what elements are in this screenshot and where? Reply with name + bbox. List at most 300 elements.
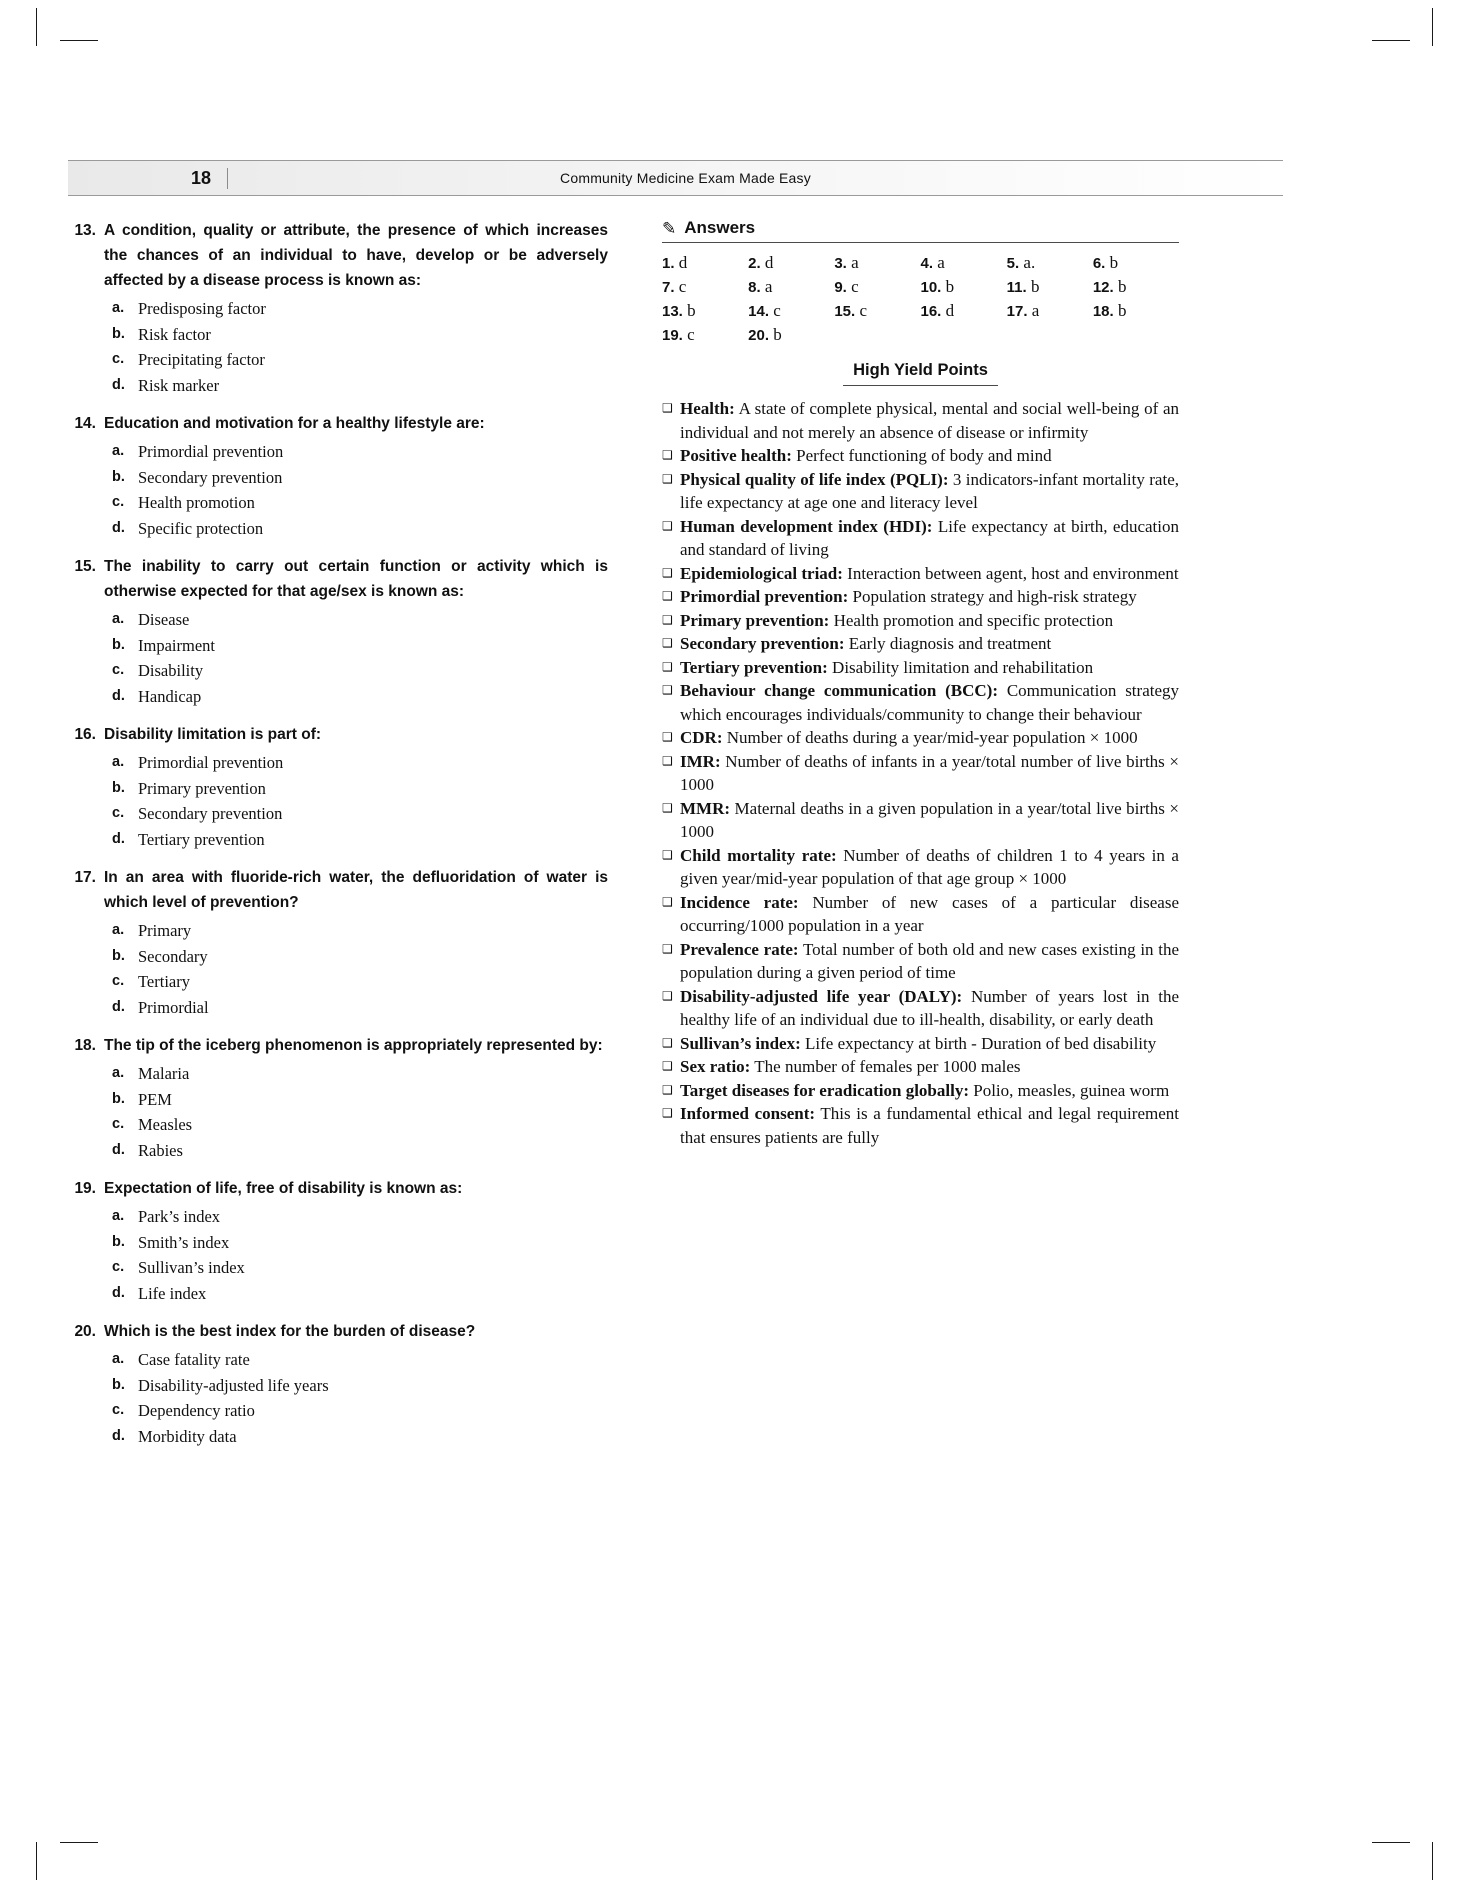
square-bullet-icon: ❑ [662, 589, 673, 603]
high-yield-item [662, 1055, 1179, 1079]
high-yield-item [662, 891, 1179, 938]
answer-letter: b [682, 301, 696, 320]
option-label: c. [112, 973, 125, 989]
answer-cell [1007, 301, 1093, 321]
option-label: a. [112, 754, 125, 770]
high-yield-description: Early diagnosis and treatment [844, 634, 1052, 653]
answer-number: 18. [1092, 303, 1114, 320]
high-yield-text [680, 1055, 1179, 1079]
answer-number: 14. [748, 303, 770, 320]
answer-letter: a [933, 253, 945, 272]
high-yield-description: Population strategy and high-risk strategy [848, 587, 1137, 606]
answer-number: 17. [1006, 303, 1028, 320]
high-yield-text [680, 1079, 1179, 1103]
option-text: Morbidity data [138, 1426, 237, 1446]
high-yield-item [662, 397, 1179, 444]
high-yield-description: Number of deaths of children 1 to 4 years in a given year/mid-year population of that age group × 1000 [680, 845, 1179, 888]
square-bullet-icon: ❑ [662, 988, 673, 1003]
high-yield-description: This is a fundamental ethical and legal requirement that ensures patients are fully [680, 1104, 1179, 1147]
high-yield-description: Number of years lost in the healthy life of an individual due to ill-health, disability, or early death [680, 986, 1179, 1029]
option-list [112, 1347, 608, 1449]
high-yield-description: The number of females per 1000 males [750, 1057, 1021, 1076]
option-list [112, 1204, 608, 1306]
answer-number: 15. [834, 303, 856, 320]
high-yield-description: Maternal deaths in a given population in a year/total live births × 1000 [680, 798, 1179, 841]
high-yield-description: Number of deaths of infants in a year/total number of live births × 1000 [680, 751, 1179, 794]
square-bullet-icon: ❑ [662, 1059, 673, 1073]
square-bullet-icon: ❑ [662, 683, 673, 697]
answer-number: 10. [920, 279, 942, 296]
option-text: Disability-adjusted life years [138, 1375, 329, 1395]
page-content [68, 160, 1283, 1449]
question-text: In an area with fluoride-rich water, the defluoridation of water is which level of prevention? [104, 869, 608, 911]
option-label: c. [112, 805, 125, 821]
crop-mark-bottom-left-h [60, 1842, 98, 1843]
answer-number: 13. [662, 303, 683, 320]
option-item[interactable] [112, 347, 608, 373]
answer-key-grid [662, 253, 1179, 345]
high-yield-item [662, 797, 1179, 844]
option-item[interactable] [112, 633, 608, 659]
high-yield-description: Disability limitation and rehabilitation [827, 657, 1094, 677]
option-item[interactable] [112, 1347, 608, 1373]
page-number: 18 [68, 168, 228, 189]
answer-letter: b [1105, 253, 1119, 272]
option-text: Primordial prevention [138, 442, 284, 461]
high-yield-term: Behaviour change communication (BCC): [680, 681, 998, 700]
question-block [68, 1033, 608, 1058]
high-yield-text [680, 444, 1179, 468]
answer-cell [748, 253, 834, 273]
pointer-icon: ✎ [662, 218, 677, 238]
option-text: Sullivan’s index [138, 1258, 245, 1277]
option-item[interactable] [112, 1255, 608, 1281]
answers-header [662, 218, 1179, 243]
option-item[interactable] [112, 490, 608, 516]
question-block [68, 865, 608, 915]
option-label: a. [112, 922, 125, 938]
option-text: Tertiary prevention [138, 829, 265, 849]
answer-letter: c [769, 301, 781, 320]
option-item[interactable] [112, 516, 608, 542]
option-item[interactable] [112, 1087, 608, 1113]
option-item[interactable] [112, 296, 608, 322]
question-text: Education and motivation for a healthy lifestyle are: [104, 415, 485, 432]
answer-number: 8. [748, 279, 761, 296]
answer-letter: c [682, 325, 695, 344]
crop-mark-top-left-v [36, 8, 37, 46]
option-label: b. [112, 1090, 125, 1107]
high-yield-term: Child mortality rate: [680, 845, 837, 865]
option-text: PEM [138, 1089, 172, 1109]
high-yield-text [680, 938, 1179, 985]
question-number: 14. [74, 415, 96, 432]
option-label: c. [112, 1116, 125, 1132]
answer-number: 6. [1092, 255, 1106, 272]
option-text: Malaria [138, 1064, 190, 1083]
high-yield-term: Tertiary prevention: [680, 657, 828, 677]
answer-letter: d [760, 253, 774, 272]
crop-mark-bottom-right-h [1372, 1842, 1410, 1843]
question-text: A condition, quality or attribute, the presence of which increases the chances of an individual to have, develop or be adversely affected by a disease process is known as: [104, 222, 608, 289]
answer-letter: c [846, 277, 859, 296]
answer-number: 7. [662, 279, 675, 296]
option-text: Primordial prevention [138, 753, 284, 772]
option-item[interactable] [112, 1373, 608, 1399]
option-text: Secondary prevention [138, 467, 283, 487]
high-yield-text [680, 609, 1179, 633]
high-yield-text [680, 515, 1179, 562]
answer-letter: d [674, 253, 688, 272]
answer-letter: a [846, 253, 859, 272]
option-list [112, 296, 608, 398]
high-yield-term: IMR: [680, 751, 721, 771]
question-number: 20. [74, 1323, 96, 1340]
answers-heading: Answers [684, 218, 756, 237]
high-yield-item [662, 562, 1179, 586]
answer-cell [1093, 301, 1179, 321]
answer-cell [920, 277, 1006, 297]
high-yield-term: Physical quality of life index (PQLI): [680, 469, 949, 489]
answer-cell [834, 301, 920, 321]
high-yield-description: A state of complete physical, mental and social well-being of an individual and not merely an absence of disease or infirmity [680, 399, 1179, 442]
option-label: b. [112, 636, 125, 653]
option-item[interactable] [112, 465, 608, 491]
option-item[interactable] [112, 322, 608, 348]
option-label: a. [112, 1351, 125, 1367]
answer-cell [1093, 253, 1179, 273]
answers-and-highyield-column [624, 218, 1179, 1449]
high-yield-description: Number of deaths during a year/mid-year population × 1000 [722, 728, 1138, 747]
high-yield-list [662, 397, 1179, 1149]
high-yield-term: Primary prevention: [680, 610, 830, 630]
option-label: d. [112, 1427, 125, 1444]
high-yield-text [680, 679, 1179, 726]
option-label: c. [112, 1259, 125, 1275]
answer-number: 9. [834, 279, 847, 296]
option-label: a. [112, 1065, 125, 1081]
crop-mark-top-left-h [60, 40, 98, 41]
high-yield-term: Primordial prevention: [680, 587, 849, 606]
high-yield-description: Health promotion and specific protection [829, 610, 1114, 630]
option-label: d. [112, 687, 125, 704]
option-text: Secondary prevention [138, 804, 283, 823]
question-number: 13. [74, 222, 96, 239]
option-item[interactable] [112, 969, 608, 995]
square-bullet-icon: ❑ [662, 1082, 673, 1097]
option-item[interactable] [112, 1424, 608, 1450]
option-label: b. [112, 947, 125, 964]
high-yield-description: Life expectancy at birth, education and standard of living [680, 516, 1179, 559]
high-yield-item [662, 444, 1179, 468]
high-yield-text [680, 562, 1179, 586]
option-list [112, 750, 608, 852]
answer-cell [1007, 253, 1093, 273]
square-bullet-icon: ❑ [662, 894, 673, 909]
option-item[interactable] [112, 373, 608, 399]
answer-letter: b [769, 325, 782, 344]
book-title: Community Medicine Exam Made Easy [560, 170, 811, 186]
option-text: Handicap [138, 686, 202, 706]
answer-letter: c [855, 301, 867, 320]
high-yield-description: 3 indicators-infant mortality rate, life expectancy at age one and literacy level [680, 469, 1179, 512]
question-block [68, 722, 608, 747]
option-text: Predisposing factor [138, 299, 266, 318]
high-yield-term: Human development index (HDI): [680, 516, 933, 536]
high-yield-term: Disability-adjusted life year (DALY): [680, 986, 963, 1006]
answer-letter: a [760, 277, 773, 296]
square-bullet-icon: ❑ [662, 941, 673, 956]
option-label: d. [112, 519, 125, 536]
option-text: Dependency ratio [138, 1401, 255, 1420]
question-text: The inability to carry out certain function or activity which is otherwise expected for that age/sex is known as: [104, 558, 608, 600]
high-yield-term: Positive health: [680, 446, 792, 465]
question-text: Expectation of life, free of disability is known as: [104, 1180, 463, 1197]
high-yield-item [662, 609, 1179, 633]
option-item[interactable] [112, 1061, 608, 1087]
option-label: c. [112, 662, 125, 678]
answer-cell [748, 325, 834, 345]
option-label: a. [112, 611, 125, 627]
option-text: Secondary [138, 946, 208, 966]
option-item[interactable] [112, 801, 608, 827]
high-yield-term: Incidence rate: [680, 892, 799, 912]
square-bullet-icon: ❑ [662, 1106, 673, 1120]
answer-letter: b [941, 277, 955, 296]
option-list [112, 439, 608, 541]
high-yield-text [680, 891, 1179, 938]
high-yield-item [662, 726, 1179, 750]
answer-letter: d [941, 301, 955, 320]
option-item[interactable] [112, 607, 608, 633]
high-yield-item [662, 515, 1179, 562]
question-block [68, 411, 608, 436]
question-block [68, 554, 608, 604]
answer-number: 19. [662, 327, 683, 344]
option-label: c. [112, 494, 125, 510]
high-yield-text [680, 844, 1179, 891]
option-item[interactable] [112, 684, 608, 710]
high-yield-text [680, 1032, 1179, 1056]
option-list [112, 918, 608, 1020]
option-text: Rabies [138, 1140, 183, 1160]
answer-letter: b [1113, 301, 1127, 320]
square-bullet-icon: ❑ [662, 753, 673, 768]
option-item[interactable] [112, 944, 608, 970]
question-number: 19. [74, 1180, 96, 1197]
high-yield-term: Health: [680, 399, 735, 418]
option-list [112, 1061, 608, 1163]
high-yield-term: Target diseases for eradication globally: [680, 1080, 969, 1100]
option-text: Park’s index [138, 1207, 221, 1226]
question-number: 16. [74, 726, 96, 743]
option-text: Measles [138, 1115, 193, 1134]
high-yield-term: Epidemiological triad: [680, 563, 843, 583]
option-label: d. [112, 1141, 125, 1158]
option-item[interactable] [112, 750, 608, 776]
high-yield-description: Perfect functioning of body and mind [791, 446, 1052, 465]
option-label: b. [112, 779, 125, 796]
option-text: Risk marker [138, 375, 220, 395]
square-bullet-icon: ❑ [662, 401, 673, 415]
question-number: 15. [74, 558, 96, 575]
square-bullet-icon: ❑ [662, 636, 673, 650]
answer-cell [834, 277, 920, 297]
question-block [68, 1176, 608, 1201]
high-yield-item [662, 1032, 1179, 1056]
option-text: Primordial [138, 997, 209, 1017]
option-item[interactable] [112, 1112, 608, 1138]
high-yield-item [662, 1079, 1179, 1103]
option-label: c. [112, 1402, 125, 1418]
high-yield-title-wrap [662, 361, 1179, 386]
two-column-body [68, 218, 1283, 1449]
option-label: d. [112, 1284, 125, 1301]
answer-letter: a [1027, 301, 1040, 320]
answer-number: 4. [920, 255, 933, 272]
high-yield-text [680, 468, 1179, 515]
square-bullet-icon: ❑ [662, 847, 673, 862]
high-yield-text [680, 585, 1179, 609]
high-yield-text [680, 397, 1179, 444]
high-yield-item [662, 844, 1179, 891]
square-bullet-icon: ❑ [662, 800, 673, 815]
option-item[interactable] [112, 918, 608, 944]
high-yield-item [662, 632, 1179, 656]
high-yield-item [662, 656, 1179, 680]
high-yield-item [662, 985, 1179, 1032]
question-text: The tip of the iceberg phenomenon is appropriately represented by: [104, 1037, 603, 1054]
option-label: d. [112, 376, 125, 393]
answer-cell [748, 277, 834, 297]
option-label: c. [112, 351, 125, 367]
option-item[interactable] [112, 827, 608, 853]
option-label: b. [112, 1233, 125, 1250]
high-yield-text [680, 985, 1179, 1032]
option-label: b. [112, 468, 125, 485]
option-text: Tertiary [138, 972, 190, 991]
high-yield-text [680, 797, 1179, 844]
answer-cell [662, 301, 748, 321]
answer-cell [748, 301, 834, 321]
high-yield-title: High Yield Points [843, 361, 998, 386]
high-yield-term: Secondary prevention: [680, 634, 845, 653]
high-yield-term: Informed consent: [680, 1104, 816, 1123]
option-text: Primary prevention [138, 778, 266, 798]
question-number: 17. [74, 869, 96, 886]
high-yield-item [662, 750, 1179, 797]
square-bullet-icon: ❑ [662, 1035, 673, 1050]
high-yield-item [662, 468, 1179, 515]
question-block [68, 1319, 608, 1344]
option-item[interactable] [112, 1138, 608, 1164]
option-label: b. [112, 1376, 125, 1393]
option-item[interactable] [112, 1398, 608, 1424]
high-yield-text [680, 726, 1179, 750]
answer-number: 16. [920, 303, 942, 320]
crop-mark-bottom-left-v [36, 1842, 37, 1880]
option-text: Health promotion [138, 493, 255, 512]
square-bullet-icon: ❑ [662, 659, 673, 674]
crop-mark-top-right-h [1372, 40, 1410, 41]
option-label: a. [112, 443, 125, 459]
answer-letter: c [674, 277, 687, 296]
answer-cell [1007, 277, 1093, 297]
option-text: Risk factor [138, 324, 211, 344]
answer-cell [920, 301, 1006, 321]
high-yield-term: CDR: [680, 728, 723, 747]
option-item[interactable] [112, 1204, 608, 1230]
high-yield-text [680, 1102, 1179, 1149]
option-text: Disability [138, 661, 204, 680]
question-number: 18. [74, 1037, 96, 1054]
answer-cell [662, 277, 748, 297]
option-item[interactable] [112, 658, 608, 684]
answer-number: 5. [1006, 255, 1020, 272]
option-item[interactable] [112, 1230, 608, 1256]
square-bullet-icon: ❑ [662, 518, 673, 533]
option-label: a. [112, 1208, 125, 1224]
running-head [68, 160, 1283, 196]
answer-number: 1. [662, 255, 675, 272]
answer-letter: b [1113, 277, 1127, 296]
mcq-column [68, 218, 624, 1449]
high-yield-description: Number of new cases of a particular disease occurring/1000 population in a year [680, 892, 1179, 935]
square-bullet-icon: ❑ [662, 448, 673, 462]
high-yield-term: MMR: [680, 798, 731, 818]
high-yield-item [662, 938, 1179, 985]
square-bullet-icon: ❑ [662, 471, 673, 486]
option-label: d. [112, 830, 125, 847]
question-text: Which is the best index for the burden of disease? [104, 1323, 476, 1340]
answer-cell [662, 325, 748, 345]
answer-cell [1093, 277, 1179, 297]
option-text: Case fatality rate [138, 1350, 250, 1369]
answer-number: 3. [834, 255, 847, 272]
high-yield-text [680, 656, 1179, 680]
square-bullet-icon: ❑ [662, 730, 673, 744]
answer-cell [834, 253, 920, 273]
option-label: b. [112, 325, 125, 342]
high-yield-term: Prevalence rate: [680, 939, 799, 959]
question-block [68, 218, 608, 293]
answer-cell [920, 253, 1006, 273]
question-text: Disability limitation is part of: [104, 726, 322, 743]
answer-cell [662, 253, 748, 273]
option-item[interactable] [112, 995, 608, 1021]
answer-letter: a. [1019, 253, 1036, 272]
option-label: a. [112, 300, 125, 316]
square-bullet-icon: ❑ [662, 565, 673, 580]
high-yield-description: Total number of both old and new cases existing in the population during a given period of time [680, 939, 1179, 982]
crop-mark-top-right-v [1432, 8, 1433, 46]
option-item[interactable] [112, 439, 608, 465]
option-text: Specific protection [138, 518, 264, 538]
option-item[interactable] [112, 776, 608, 802]
option-text: Life index [138, 1283, 207, 1303]
answer-number: 12. [1092, 279, 1114, 296]
high-yield-description: Polio, measles, guinea worm [968, 1080, 1170, 1100]
high-yield-text [680, 750, 1179, 797]
high-yield-item [662, 1102, 1179, 1149]
option-text: Impairment [138, 635, 215, 655]
option-item[interactable] [112, 1281, 608, 1307]
high-yield-term: Sullivan’s index: [680, 1033, 801, 1053]
high-yield-description: Communication strategy which encourages individuals/community to change their behaviour [680, 681, 1180, 724]
answer-number: 2. [748, 255, 761, 272]
high-yield-description: Interaction between agent, host and environment [842, 563, 1179, 583]
option-text: Disease [138, 610, 190, 629]
